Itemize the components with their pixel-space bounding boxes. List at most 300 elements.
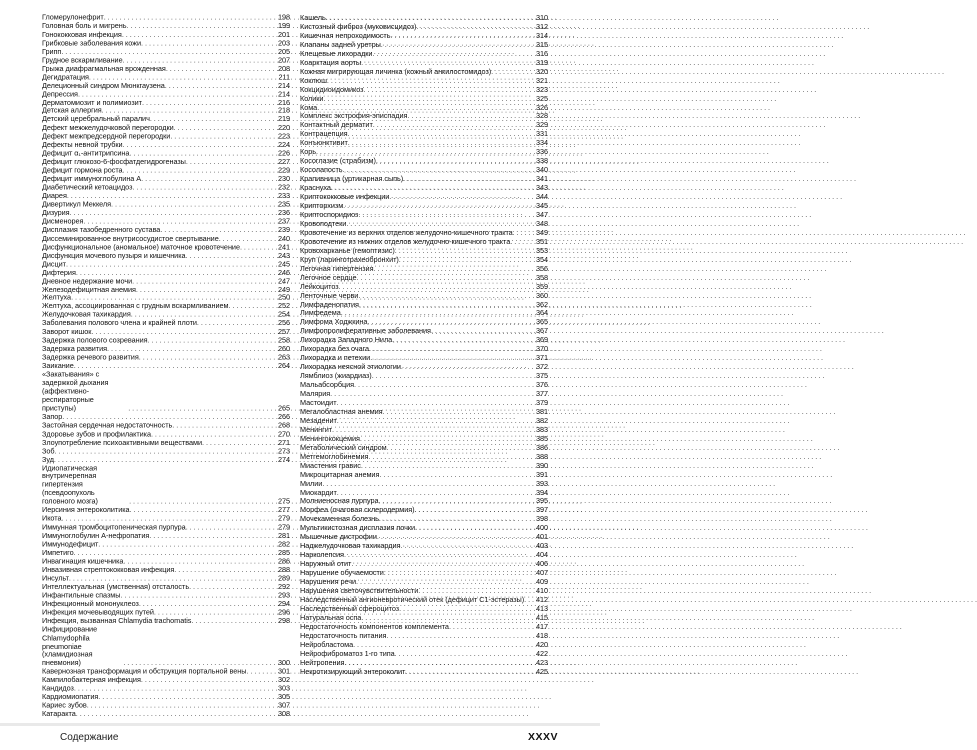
toc-entry-title: Грыжа диафрагмальная врожденная bbox=[42, 64, 166, 73]
toc-entry-page: 360 bbox=[535, 290, 548, 300]
toc-entry-page: 246 bbox=[277, 267, 290, 277]
toc-entry-page: 214 bbox=[277, 81, 290, 90]
toc-entry-title: Микроцитарная анемия bbox=[300, 469, 380, 479]
toc-entry bbox=[42, 371, 290, 413]
toc-entry-page: 245 bbox=[277, 259, 290, 268]
toc-entry-title: Ленточные черви bbox=[300, 290, 359, 300]
toc-entry-page: 203 bbox=[277, 38, 290, 48]
toc-entry-title: Заикание bbox=[42, 361, 74, 370]
toc-entry-title: Кровотечение из нижних отделов желудочно-кишечного тракта bbox=[300, 236, 511, 246]
toc-entry-title: Импетиго bbox=[42, 548, 74, 557]
toc-entry-page: 260 bbox=[277, 344, 290, 353]
toc-entry-page: 331 bbox=[535, 129, 548, 139]
toc-entry-title: Кожная мигрирующая личинка (кожный анкилостомидоз) bbox=[300, 66, 492, 76]
toc-entry-title: Миастения гравис bbox=[300, 460, 361, 470]
toc-entry-page: 286 bbox=[277, 556, 290, 566]
toc-entry-title: Задержка полового созревания bbox=[42, 335, 148, 345]
toc-entry-title: Иммунная тромбоцитопеническая пурпура bbox=[42, 522, 186, 532]
toc-entry-title: Милии bbox=[300, 478, 323, 488]
toc-entry-page: 201 bbox=[277, 30, 290, 39]
toc-entry-title: Наследственный ангионевротический отек (дефицит C1-эстеразы) bbox=[300, 594, 525, 604]
toc-entry-page: 229 bbox=[277, 165, 290, 175]
toc-entry-page: 270 bbox=[277, 429, 290, 438]
toc-entry-title: Мультикистозная дисплазия почки bbox=[300, 523, 416, 533]
toc-entry-page: 274 bbox=[277, 454, 290, 464]
toc-entry-title: Иерсиния энтероколитика bbox=[42, 505, 130, 515]
toc-entry-title: Дисфункция мочевого пузыря и кишечника bbox=[42, 250, 186, 260]
toc-entry-title: Дефицит α₁-антитрипсина bbox=[42, 148, 130, 158]
toc-entry-title: Наружный отит bbox=[300, 559, 352, 569]
toc-entry-title: Криптококковые инфекции bbox=[300, 192, 390, 202]
toc-entry-page: 356 bbox=[535, 263, 548, 273]
toc-entry-title: Дефицит иммуноглобулина А bbox=[42, 174, 142, 184]
toc-entry-page: 198 bbox=[277, 13, 290, 22]
toc-entry-page: 349 bbox=[535, 227, 548, 237]
toc-entry-title: Катаракта bbox=[42, 709, 76, 719]
toc-entry-title: Колики bbox=[300, 93, 324, 103]
toc-entry-title: Мезаденит bbox=[300, 415, 337, 425]
toc-entry-page: 326 bbox=[535, 102, 548, 112]
toc-entry-page: 359 bbox=[535, 281, 548, 291]
toc-entry-page: 418 bbox=[535, 630, 548, 640]
toc-entry-page: 277 bbox=[277, 505, 290, 515]
toc-entry-title: Метаболический синдром bbox=[300, 442, 387, 452]
toc-entry-page: 263 bbox=[277, 352, 290, 362]
toc-entry-title: Дегидратация bbox=[42, 72, 89, 82]
toc-entry-title: Наджелудочковая тахикардия bbox=[300, 541, 401, 551]
toc-entry-page: 264 bbox=[277, 361, 290, 370]
toc-entry bbox=[42, 711, 290, 719]
toc-entry-page: 358 bbox=[535, 272, 548, 282]
footer-page-number: XXXV bbox=[528, 731, 559, 743]
toc-entry-title: Крапивница (уртикарная сыпь) bbox=[300, 174, 404, 184]
toc-entry-page: 292 bbox=[277, 582, 290, 591]
toc-entry-title: Мастоидит bbox=[300, 397, 337, 407]
toc-entry-title: Желтуха, ассоциированная с грудным вскармливанием bbox=[42, 301, 229, 311]
toc-entry-page: 275 bbox=[277, 497, 290, 506]
toc-entry-page: 239 bbox=[277, 225, 290, 234]
toc-entry-page: 353 bbox=[535, 245, 548, 255]
toc-entry-page: 279 bbox=[277, 514, 290, 523]
toc-entry-page: 320 bbox=[535, 66, 548, 76]
toc-entry-page: 247 bbox=[277, 276, 290, 285]
toc-entry-page: 365 bbox=[535, 317, 548, 327]
toc-entry-title: Кампилобактерная инфекция bbox=[42, 675, 141, 685]
toc-entry-page: 417 bbox=[535, 621, 548, 631]
footer-section-label: Содержание bbox=[60, 732, 119, 743]
toc-entry-page: 219 bbox=[277, 114, 290, 124]
toc-entry-title: Депрессия bbox=[42, 89, 78, 99]
toc-entry-page: 344 bbox=[535, 192, 548, 202]
toc-entry-title: Дефицит глюкозо-6-фосфатдегидрогеназы bbox=[42, 157, 186, 167]
toc-entry-page: 319 bbox=[535, 57, 548, 67]
toc-entry-page: 305 bbox=[277, 692, 290, 702]
toc-entry-page: 236 bbox=[277, 208, 290, 217]
toc-entry-title: Мальабсорбция bbox=[300, 380, 355, 390]
toc-entry-title: Кровоподтеки bbox=[300, 218, 347, 228]
toc-entry-title: Инвазивная стрептококковая инфекция bbox=[42, 565, 175, 574]
toc-entry-title: Морфеа (очаговая склеродермия) bbox=[300, 505, 415, 515]
toc-leader-dots bbox=[74, 362, 277, 370]
toc-entry-page: 300 bbox=[277, 658, 290, 668]
toc-entry-title: Гонококковая инфекция bbox=[42, 30, 122, 39]
toc-entry-page: 394 bbox=[535, 487, 548, 497]
toc-entry-page: 340 bbox=[535, 165, 548, 175]
toc-entry-title: Лихорадка Западного Нила bbox=[300, 335, 393, 345]
toc-entry-title: Железодефицитная анемия bbox=[42, 284, 136, 294]
toc-entry-title: Кандидоз bbox=[42, 684, 74, 693]
toc-entry-page: 315 bbox=[535, 39, 548, 49]
toc-entry-title: Дизурия bbox=[42, 208, 70, 217]
toc-entry-title: Лямблиоз (жиардиаз) bbox=[300, 371, 372, 381]
toc-entry-page: 323 bbox=[535, 84, 548, 94]
toc-entry-title: Кокцидиоидомикоз bbox=[300, 84, 364, 94]
toc-entry-title: Задержка развития bbox=[42, 344, 108, 353]
toc-entry bbox=[42, 464, 290, 506]
toc-column-right bbox=[300, 14, 548, 677]
toc-entry-page: 329 bbox=[535, 120, 548, 130]
toc-entry-page: 397 bbox=[535, 505, 548, 515]
toc-entry-title: Идиопатическая внутричерепная гипертензия (псевдоопухоль головного мозга) bbox=[42, 463, 98, 506]
toc-entry-page: 391 bbox=[535, 469, 548, 479]
toc-entry-title: Кровохарканье (гемоптизис) bbox=[300, 245, 395, 255]
toc-entry-page: 256 bbox=[277, 318, 290, 328]
toc-entry-page: 250 bbox=[277, 293, 290, 302]
toc-entry-page: 328 bbox=[535, 111, 548, 121]
toc-entry-page: 227 bbox=[277, 157, 290, 167]
toc-entry-title: Диарея bbox=[42, 191, 67, 200]
toc-entry-page: 285 bbox=[277, 548, 290, 557]
toc-entry-page: 364 bbox=[535, 308, 548, 318]
toc-entry-title: Задержка речевого развития bbox=[42, 352, 139, 362]
toc-entry-page: 404 bbox=[535, 550, 548, 560]
toc-entry-title: Гломерулонефрит bbox=[42, 13, 104, 22]
toc-entry-title: Дифтерия bbox=[42, 267, 76, 277]
toc-entry-page: 348 bbox=[535, 218, 548, 228]
toc-entry-title: Кавернозная трансформация и обструкция портальной вены bbox=[42, 667, 247, 676]
toc-entry-page: 338 bbox=[535, 156, 548, 166]
toc-entry-page: 208 bbox=[277, 64, 290, 73]
toc-entry-title: Нейробластома bbox=[300, 639, 354, 649]
toc-entry-page: 232 bbox=[277, 182, 290, 192]
toc-entry-title: Инфекция, вызванная Chlamydia trachomatis bbox=[42, 616, 192, 625]
toc-entry-title: Клапаны задней уретры bbox=[300, 39, 381, 49]
toc-entry-title: Наследственный сфероцитоз bbox=[300, 603, 400, 613]
toc-entry-page: 393 bbox=[535, 478, 548, 488]
toc-entry-page: 383 bbox=[535, 424, 548, 434]
toc-entry-page: 254 bbox=[277, 310, 290, 319]
toc-entry-title: Косолапость bbox=[300, 165, 343, 175]
toc-entry-title: Мышечные дистрофии bbox=[300, 532, 377, 542]
toc-entry-page: 369 bbox=[535, 335, 548, 345]
toc-entry-page: 354 bbox=[535, 254, 548, 264]
toc-entry-page: 279 bbox=[277, 522, 290, 532]
toc-entry bbox=[42, 626, 290, 668]
toc-entry-title: Коклюш bbox=[300, 75, 327, 85]
toc-entry-page: 230 bbox=[277, 174, 290, 184]
toc-entry-title: Дисфункциональное (аномальное) маточное кровотечение bbox=[42, 242, 240, 251]
toc-entry-page: 268 bbox=[277, 420, 290, 430]
toc-entry-page: 237 bbox=[277, 216, 290, 226]
toc-entry-page: 282 bbox=[277, 539, 290, 549]
toc-entry-title: Инсульт bbox=[42, 573, 69, 583]
toc-entry-page: 379 bbox=[535, 397, 548, 407]
toc-entry-page: 298 bbox=[277, 616, 290, 625]
toc-entry-page: 371 bbox=[535, 353, 548, 363]
toc-entry-page: 325 bbox=[535, 93, 548, 103]
toc-entry-title: Клещевые лихорадки bbox=[300, 48, 373, 58]
toc-entry-page: 226 bbox=[277, 148, 290, 158]
toc-entry-title: Кардиомиопатия bbox=[42, 692, 99, 702]
footer-divider bbox=[0, 723, 600, 726]
toc-entry-title: Конъюнктивит bbox=[300, 138, 348, 148]
toc-entry-title: Застойная сердечная недостаточность bbox=[42, 420, 173, 430]
toc-entry-title: Иммуноглобулин А-нефропатия bbox=[42, 531, 150, 540]
toc-entry-title: Недостаточность питания bbox=[300, 630, 387, 640]
toc-entry-page: 220 bbox=[277, 123, 290, 133]
toc-entry-page: 303 bbox=[277, 684, 290, 693]
toc-entry-title: Дерматомиозит и полимиозит bbox=[42, 98, 142, 107]
toc-entry-page: 257 bbox=[277, 327, 290, 336]
toc-entry-title: Коарктация аорты bbox=[300, 57, 362, 67]
toc-entry-title: Миокардит bbox=[300, 487, 337, 497]
toc-entry-title: Злоупотребление психоактивными веществами bbox=[42, 437, 202, 447]
toc-entry-title: Легочное сердце bbox=[300, 272, 357, 282]
toc-entry-page: 407 bbox=[535, 568, 548, 578]
toc-entry-title: Метгемоглобинемия bbox=[300, 451, 369, 461]
toc-entry-page: 243 bbox=[277, 250, 290, 260]
toc-entry-page: 343 bbox=[535, 183, 548, 193]
toc-entry-page: 233 bbox=[277, 191, 290, 200]
toc-entry-page: 207 bbox=[277, 55, 290, 65]
toc-leader-dots bbox=[76, 711, 277, 719]
toc-entry-title: Лимфаденопатия bbox=[300, 299, 359, 309]
toc-entry-page: 216 bbox=[277, 98, 290, 107]
toc-entry-page: 420 bbox=[535, 639, 548, 649]
toc-entry-page: 240 bbox=[277, 233, 290, 243]
toc-column-left bbox=[42, 14, 290, 719]
toc-entry-page: 372 bbox=[535, 362, 548, 372]
toc-entry bbox=[300, 668, 548, 677]
toc-entry-page: 382 bbox=[535, 415, 548, 425]
toc-entry-title: Молниеносная пурпура bbox=[300, 496, 379, 506]
toc-entry-title: Зуд bbox=[42, 454, 54, 464]
toc-entry-page: 294 bbox=[277, 599, 290, 608]
toc-entry-page: 410 bbox=[535, 586, 548, 595]
toc-entry-page: 403 bbox=[535, 541, 548, 551]
toc-entry-title: Запор bbox=[42, 412, 63, 421]
toc-entry-page: 258 bbox=[277, 335, 290, 345]
toc-entry-page: 321 bbox=[535, 75, 548, 85]
toc-entry-title: Контрацепция bbox=[300, 129, 348, 139]
toc-entry-title: Лихорадка и петехии bbox=[300, 353, 371, 363]
toc-entry-title: Мегалобластная анемия bbox=[300, 406, 383, 416]
toc-entry-page: 293 bbox=[277, 590, 290, 600]
toc-entry-title: Комплекс экстрофия-эписпадия bbox=[300, 111, 408, 121]
toc-entry-title: Менингит bbox=[300, 424, 333, 434]
toc-entry-title: Нарушение обучаемости bbox=[300, 568, 384, 578]
toc-entry-title: Дефект межжелудочковой перегородки bbox=[42, 123, 174, 133]
toc-entry-page: 406 bbox=[535, 559, 548, 569]
toc-entry-page: 218 bbox=[277, 106, 290, 116]
toc-entry-title: Кишечная непроходимость bbox=[300, 30, 391, 40]
toc-entry-title: Лимфопролиферативные заболевания bbox=[300, 326, 431, 336]
toc-entry-title: Кома bbox=[300, 102, 318, 112]
toc-entry-title: Интеллектуальная (умственная) отсталость bbox=[42, 582, 190, 591]
toc-entry-title: Диабетический кетоацидоз bbox=[42, 182, 133, 192]
toc-entry-title: Лимфома Ходжкина bbox=[300, 317, 368, 327]
toc-entry-title: Здоровье зубов и профилактика bbox=[42, 429, 151, 438]
toc-entry-title: Лейкоцитоз bbox=[300, 281, 339, 291]
toc-entry-title: Нарушения светочувствительности bbox=[300, 586, 419, 595]
toc-entry-title: Дисплазия тазобедренного сустава bbox=[42, 225, 161, 234]
toc-entry-title: Нейтропения bbox=[300, 657, 345, 667]
toc-entry-page: 381 bbox=[535, 406, 548, 416]
toc-entry-title: Дисменорея bbox=[42, 216, 84, 226]
toc-entry-page: 390 bbox=[535, 460, 548, 470]
toc-leader-dots bbox=[191, 617, 277, 625]
toc-entry-title: Инфантильные спазмы bbox=[42, 590, 121, 600]
toc-entry-page: 413 bbox=[535, 603, 548, 613]
toc-entry-title: Лихорадка без очага bbox=[300, 344, 370, 354]
toc-entry-title: Кистозный фиброз (муковисцидоз) bbox=[300, 21, 417, 31]
toc-entry-page: 400 bbox=[535, 523, 548, 533]
toc-entry-page: 334 bbox=[535, 138, 548, 148]
toc-entry-title: Нарколепсия bbox=[300, 550, 344, 560]
toc-entry-title: Дефект межпредсердной перегородки bbox=[42, 131, 171, 141]
toc-entry-page: 415 bbox=[535, 612, 548, 622]
toc-entry-page: 398 bbox=[535, 514, 548, 524]
toc-entry-page: 296 bbox=[277, 607, 290, 617]
toc-entry-page: 422 bbox=[535, 648, 548, 658]
toc-entry-title: Лимфедема bbox=[300, 308, 341, 318]
toc-entry-page: 314 bbox=[535, 30, 548, 40]
toc-entry-title: Икота bbox=[42, 514, 62, 523]
toc-entry-title: Головная боль и мигрень bbox=[42, 21, 127, 31]
toc-entry-title: Делеционный синдром Мюнкгаузена bbox=[42, 81, 165, 90]
toc-entry-page: 288 bbox=[277, 565, 290, 574]
toc-entry-title: Недостаточность компонентов комплемента bbox=[300, 621, 449, 631]
toc-leader-dots bbox=[405, 668, 535, 677]
toc-entry-title: Менингококцемия bbox=[300, 433, 360, 443]
toc-entry-title: Дефекты невной трубки bbox=[42, 140, 123, 150]
toc-entry-title: Криптоспоридиоз bbox=[300, 209, 359, 219]
toc-entry-page: 307 bbox=[277, 701, 290, 710]
toc-entry-page: 235 bbox=[277, 199, 290, 209]
toc-entry-page: 310 bbox=[535, 13, 548, 22]
toc-entry-page: 205 bbox=[277, 47, 290, 56]
toc-entry-title: Крипторхизм bbox=[300, 201, 344, 211]
toc-entry-title: Кашель bbox=[300, 13, 326, 22]
toc-entry-title: Корь bbox=[300, 147, 316, 157]
toc-entry-page: 301 bbox=[277, 667, 290, 676]
toc-entry-title: Лихорадка неясной этиологии bbox=[300, 362, 401, 372]
toc-entry-title: Инфекционный мононуклеоз bbox=[42, 599, 139, 608]
toc-entry-page: 266 bbox=[277, 412, 290, 421]
toc-entry-title: Дефицит гормона роста bbox=[42, 165, 123, 175]
toc-entry-page: 249 bbox=[277, 284, 290, 294]
toc-entry-page: 241 bbox=[277, 242, 290, 251]
toc-entry-title: Инфицирование Chlamydophila pneumoniae (хламидиозная пневмония) bbox=[42, 624, 98, 668]
toc-entry-title: Желудочковая тахикардия bbox=[42, 310, 131, 319]
toc-entry-page: 385 bbox=[535, 433, 548, 443]
toc-entry-title: Дивертикул Меккеля bbox=[42, 199, 112, 209]
toc-entry-page: 341 bbox=[535, 174, 548, 184]
toc-entry-title: Кариес зубов bbox=[42, 701, 87, 710]
toc-entry-page: 395 bbox=[535, 496, 548, 506]
toc-entry-page: 351 bbox=[535, 236, 548, 246]
toc-entry-page: 377 bbox=[535, 389, 548, 399]
toc-entry-page: 214 bbox=[277, 89, 290, 99]
toc-entry-title: Контактный дерматит bbox=[300, 120, 373, 130]
toc-entry-title: Краснуха bbox=[300, 183, 331, 193]
toc-entry-title: Легочная гипертензия bbox=[300, 263, 374, 273]
toc-entry-page: 289 bbox=[277, 573, 290, 583]
toc-entry-title: Желтуха bbox=[42, 293, 72, 302]
toc-entry-page: 316 bbox=[535, 48, 548, 58]
toc-entry-page: 401 bbox=[535, 532, 548, 542]
toc-entry-title: Кровотечение из верхних отделов желудочно-кишечного тракта bbox=[300, 227, 513, 237]
toc-entry-page: 265 bbox=[277, 403, 290, 413]
toc-entry-page: 367 bbox=[535, 326, 548, 336]
toc-entry-page: 199 bbox=[277, 21, 290, 31]
toc-entry-page: 347 bbox=[535, 209, 548, 219]
toc-entry-page: 273 bbox=[277, 446, 290, 455]
toc-entry-title: Заболевания полового члена и крайней плоти bbox=[42, 318, 197, 328]
toc-entry-page: 423 bbox=[535, 657, 548, 667]
toc-entry-page: 425 bbox=[535, 666, 548, 676]
toc-entry-page: 271 bbox=[277, 437, 290, 447]
toc-entry-page: 308 bbox=[277, 709, 290, 719]
toc-entry-page: 223 bbox=[277, 131, 290, 141]
toc-entry-title: Мочекаменная болезнь bbox=[300, 514, 379, 524]
toc-entry-title: Детский церебральный паралич bbox=[42, 114, 150, 124]
toc-entry-title: Заворот кишок bbox=[42, 327, 92, 336]
toc-entry-title: «Закатывания» с задержкой дыхания (аффективно-респираторные приступы) bbox=[42, 369, 109, 413]
toc-entry-title: Зоб bbox=[42, 446, 55, 455]
toc-entry-page: 409 bbox=[535, 577, 548, 587]
toc-entry-page: 370 bbox=[535, 344, 548, 354]
toc-entry-title: Косоглазие (страбизм) bbox=[300, 156, 376, 166]
toc-entry-title: Малярия bbox=[300, 389, 331, 399]
toc-entry-title: Дисцит bbox=[42, 259, 66, 268]
toc-entry-page: 302 bbox=[277, 675, 290, 685]
toc-entry-page: 388 bbox=[535, 451, 548, 461]
toc-entry-page: 375 bbox=[535, 371, 548, 381]
toc-entry-page: 362 bbox=[535, 299, 548, 309]
toc-entry-title: Нейрофиброматоз 1-го типа bbox=[300, 648, 395, 658]
toc-entry-page: 211 bbox=[278, 72, 290, 82]
toc-entry-title: Некротизирующий энтероколит bbox=[300, 666, 406, 676]
toc-entry-title: Круп (ларинготрахеобронхит) bbox=[300, 254, 399, 264]
toc-entry-title: Грудное вскармливание bbox=[42, 55, 123, 65]
toc-entry-title: Иммунодефицит bbox=[42, 539, 99, 549]
toc-entry-title: Детская аллергия bbox=[42, 106, 102, 116]
toc-entry-page: 281 bbox=[277, 531, 290, 540]
toc-entry-title: Нарушения речи bbox=[300, 577, 357, 587]
toc-entry-page: 386 bbox=[535, 442, 548, 452]
toc-entry-title: Грипп bbox=[42, 47, 62, 56]
toc-entry-title: Диссеминированное внутрисосудистое свертывание bbox=[42, 233, 219, 243]
toc-entry-title: Натуральная оспа bbox=[300, 612, 362, 622]
toc-entry-title: Инфекция мочевыводящих путей bbox=[42, 607, 154, 617]
toc-entry-title: Инвагинация кишечника bbox=[42, 556, 124, 566]
toc-entry-page: 336 bbox=[535, 147, 548, 157]
toc-entry-title: Грибковые заболевания кожи bbox=[42, 38, 142, 48]
toc-entry-page: 345 bbox=[535, 201, 548, 211]
toc-entry-title: Дневное недержание мочи bbox=[42, 276, 133, 285]
toc-entry-page: 312 bbox=[535, 21, 548, 31]
